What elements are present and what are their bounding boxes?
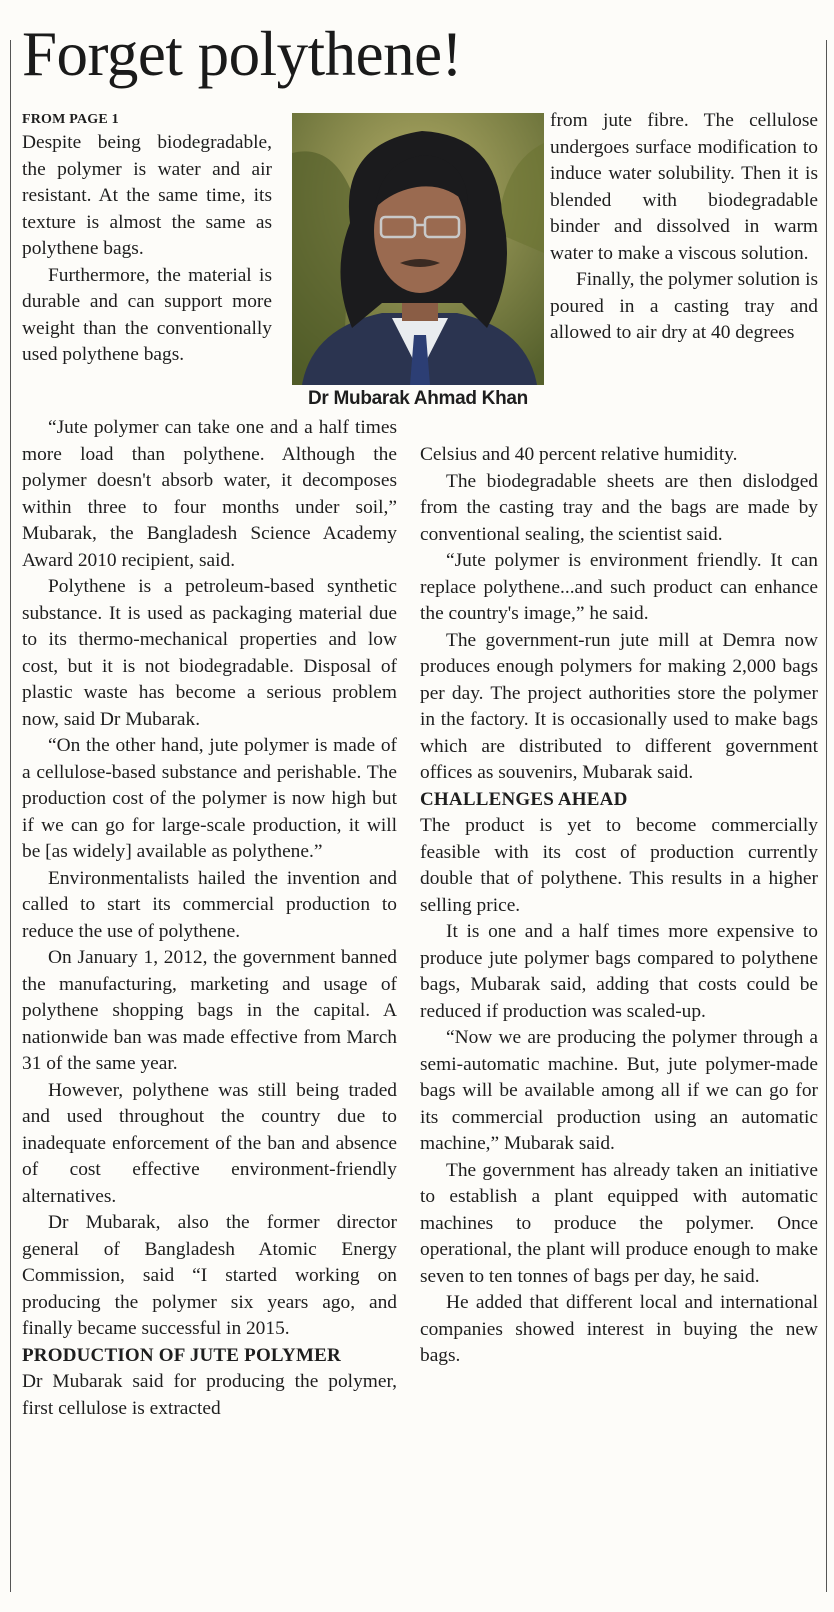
author-portrait bbox=[292, 113, 544, 385]
paragraph: Dr Mubarak, also the former director general of Bangladesh Atomic Energy Commission, said “I started working on producing the polymer six years ago, and finally became successful in 2015. bbox=[22, 1212, 397, 1339]
column-2-top bbox=[550, 108, 818, 347]
paragraph: Dr Mubarak said for producing the polymer, first cellulose is extracted bbox=[22, 1371, 397, 1419]
paragraph: On January 1, 2012, the government banned the manufacturing, marketing and usage of polythene shopping bags in the capital. A nationwide ban was made effective from March 31 of the same year. bbox=[22, 947, 397, 1074]
paragraph: Furthermore, the material is durable and can support more weight than the conventionally used polythene bags. bbox=[22, 264, 272, 365]
paragraph: “On the other hand, jute polymer is made of a cellulose-based substance and perishable. The production cost of the polymer is now high but if we can go for large-scale production, it will be [as widely] available as polythene.” bbox=[22, 735, 397, 862]
paragraph: Celsius and 40 percent relative humidity. bbox=[420, 444, 738, 465]
column-2-body bbox=[420, 442, 818, 1370]
paragraph: It is one and a half times more expensive to produce jute polymer bags compared to polythene bags, Mubarak said, adding that costs could be reduced if production was scaled-up. bbox=[420, 921, 818, 1022]
paragraph: “Jute polymer can take one and a half times more load than polythene. Although the polymer doesn't absorb water, it decomposes within three to four months under soil,” Mubarak, the Bangladesh Science Academy Award 2010 recipient, said. bbox=[22, 417, 397, 571]
photo-caption: Dr Mubarak Ahmad Khan bbox=[308, 388, 528, 409]
paragraph: from jute fibre. The cellulose undergoes surface modification to induce water solubility. Then it is blended with biodegradable binder and dissolved in warm water to make a viscous solution. bbox=[550, 110, 818, 264]
section-heading-challenges: CHALLENGES AHEAD bbox=[420, 788, 628, 810]
paragraph: Finally, the polymer solution is poured in a casting tray and allowed to air dry at 40 degrees bbox=[550, 269, 818, 343]
headline: Forget polythene! bbox=[22, 19, 463, 89]
section-heading-production: PRODUCTION OF JUTE POLYMER bbox=[22, 1344, 341, 1366]
left-column-rule bbox=[10, 40, 11, 1592]
right-column-rule bbox=[826, 40, 827, 1592]
paragraph: He added that different local and international companies showed interest in buying the new bags. bbox=[420, 1292, 818, 1366]
paragraph: Environmentalists hailed the invention and called to start its commercial production to reduce the use of polythene. bbox=[22, 867, 397, 942]
paragraph: “Jute polymer is environment friendly. It can replace polythene...and such product can enhance the country's image,” he said. bbox=[420, 550, 818, 624]
paragraph: The government-run jute mill at Demra now produces enough polymers for making 2,000 bags per day. The project authorities store the polymer in the factory. It is occasionally used to make bags which are distributed to different government offices as souvenirs, Mubarak said. bbox=[420, 629, 818, 783]
paragraph: The product is yet to become commercially feasible with its cost of production currently double that of polythene. This results in a higher selling price. bbox=[420, 815, 818, 916]
kicker: FROM PAGE 1 bbox=[22, 112, 119, 127]
paragraph: Polythene is a petroleum-based synthetic substance. It is used as packaging material due to its thermo-mechanical properties and low cost, but it is not biodegradable. Disposal of plastic waste has become a serious problem now, said Dr Mubarak. bbox=[22, 576, 397, 730]
paragraph: The government has already taken an initiative to establish a plant equipped with automatic machines to produce the polymer. Once operational, the plant will produce enough to make seven to ten tonnes of bags per day, he said. bbox=[420, 1159, 818, 1287]
column-1-top bbox=[22, 110, 272, 369]
paragraph: “Now we are producing the polymer through a semi-automatic machine. But, jute polymer-made bags will be available among all if we can go for its commercial production using an automatic machine,” Mubarak said. bbox=[420, 1027, 818, 1154]
paragraph: Despite being biodegradable, the polymer is water and air resistant. At the same time, its texture is almost the same as polythene bags. bbox=[22, 132, 272, 259]
paragraph: However, polythene was still being traded and used throughout the country due to inadequate enforcement of the ban and absence of cost effective environment-friendly alternatives. bbox=[22, 1079, 397, 1207]
column-1-body bbox=[22, 415, 397, 1422]
author-photo bbox=[292, 113, 544, 385]
paragraph: The biodegradable sheets are then dislodged from the casting tray and the bags are made by conventional sealing, the scientist said. bbox=[420, 470, 818, 545]
